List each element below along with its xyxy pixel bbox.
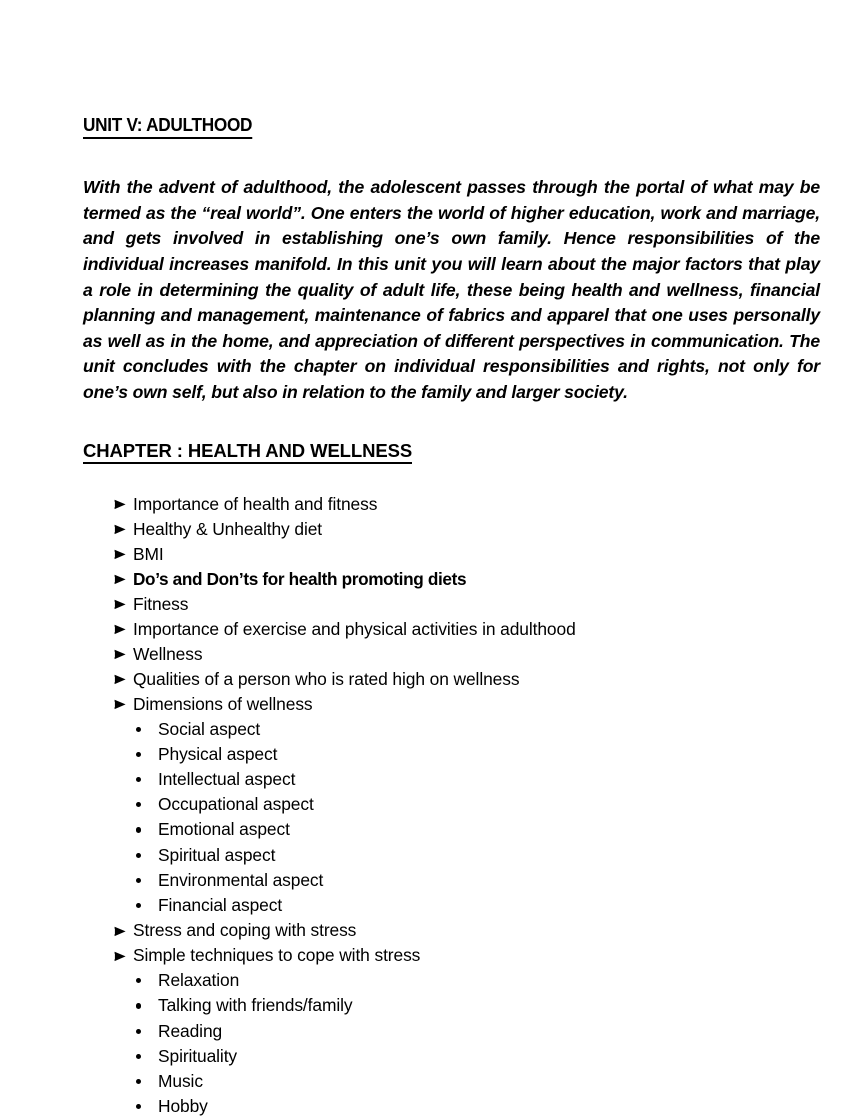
- outline-item-label: Physical aspect: [158, 743, 278, 764]
- arrowhead-bullet-icon: [114, 617, 130, 642]
- outline-item-label: Qualities of a person who is rated high on wellness: [133, 668, 520, 689]
- arrowhead-bullet-icon: [114, 943, 130, 968]
- bullet-dot: [136, 878, 141, 883]
- arrowhead-bullet-icon: [114, 918, 130, 943]
- outline-item-label: Emotional aspect: [158, 819, 290, 840]
- outline-item-primary: [83, 918, 820, 943]
- outline-item-label: Stress and coping with stress: [133, 920, 357, 941]
- outline-item-label: Fitness: [133, 593, 189, 614]
- bullet-dot: [136, 802, 141, 807]
- outline-item-secondary: [83, 1044, 820, 1069]
- round-bullet-icon: [136, 1094, 148, 1119]
- arrowhead-bullet-icon: [114, 592, 130, 617]
- outline-item-secondary: [83, 893, 820, 918]
- outline-item-label: Financial aspect: [158, 895, 283, 915]
- outline-item-secondary: [83, 717, 820, 742]
- round-bullet-icon: [136, 817, 148, 842]
- outline-item-secondary: [83, 993, 820, 1018]
- chapter-topic-outline: [83, 492, 820, 1119]
- round-bullet-icon: [136, 717, 148, 742]
- intro-paragraph: With the advent of adulthood, the adolescent passes through the portal of what may be termed as the “real world”. One enters the world of higher education, work and marriage, and gets involved in establishing one’s own family. Hence responsibilities of the individual increases manifold. In this unit you will learn about the major factors that play a role in determining the quality of adult life, these being health and wellness, financial planning and management, maintenance of fabrics and apparel that one uses personally as well as in the home, and appreciation of different perspectives in communication. The unit concludes with the chapter on individual responsibilities and rights, not only for one’s own self, but also in relation to the family and larger society.: [83, 177, 820, 402]
- round-bullet-icon: [136, 742, 148, 767]
- outline-item-label: Intellectual aspect: [158, 768, 296, 789]
- outline-item-primary: [83, 542, 820, 567]
- outline-item-secondary: [83, 767, 820, 792]
- outline-item-label: Simple techniques to cope with stress: [133, 945, 421, 966]
- outline-item-label: Relaxation: [158, 970, 240, 991]
- outline-item-primary: [83, 567, 820, 592]
- bullet-dot: [136, 853, 141, 858]
- outline-item-primary: [83, 492, 820, 517]
- arrowhead-bullet-icon: [114, 492, 130, 517]
- outline-item-secondary: [83, 792, 820, 817]
- outline-item-label: Spiritual aspect: [158, 844, 276, 865]
- outline-item-label: Reading: [158, 1020, 223, 1041]
- outline-item-secondary: [83, 1094, 820, 1119]
- outline-item-label: Healthy & Unhealthy diet: [133, 518, 323, 539]
- outline-item-secondary: [83, 1069, 820, 1094]
- round-bullet-icon: [136, 1069, 148, 1094]
- outline-item-primary: [83, 667, 820, 692]
- bullet-dot: [136, 1003, 141, 1008]
- round-bullet-icon: [136, 968, 148, 993]
- outline-item-secondary: [83, 817, 820, 842]
- chapter-heading-container: [83, 426, 820, 480]
- outline-item-label: Importance of health and fitness: [133, 493, 378, 514]
- outline-item-primary: [83, 617, 820, 642]
- round-bullet-icon: [136, 893, 148, 918]
- bullet-dot: [136, 1104, 141, 1109]
- bullet-dot: [136, 1079, 141, 1084]
- bullet-dot: [136, 752, 141, 757]
- outline-item-label: Do’s and Don’ts for health promoting diets: [133, 568, 467, 589]
- arrowhead-bullet-icon: [114, 667, 130, 692]
- chapter-heading: CHAPTER : HEALTH AND WELLNESS: [83, 441, 412, 464]
- outline-item-label: Music: [158, 1071, 203, 1092]
- outline-item-label: BMI: [133, 543, 164, 564]
- outline-item-primary: [83, 943, 820, 968]
- outline-item-label: Social aspect: [158, 718, 261, 739]
- outline-item-secondary: [83, 1019, 820, 1044]
- outline-item-label: Dimensions of wellness: [133, 693, 313, 714]
- round-bullet-icon: [136, 792, 148, 817]
- round-bullet-icon: [136, 1044, 148, 1069]
- bullet-dot: [136, 1029, 141, 1034]
- outline-item-label: Talking with friends/family: [158, 995, 353, 1016]
- outline-item-primary: [83, 592, 820, 617]
- outline-item-label: Wellness: [133, 643, 203, 664]
- outline-item-label: Occupational aspect: [158, 794, 314, 815]
- outline-item-primary: [83, 692, 820, 717]
- outline-item-primary: [83, 642, 820, 667]
- bullet-dot: [136, 727, 141, 732]
- outline-item-secondary: [83, 968, 820, 993]
- round-bullet-icon: [136, 767, 148, 792]
- bullet-dot: [136, 1054, 141, 1059]
- outline-item-secondary: [83, 742, 820, 767]
- round-bullet-icon: [136, 993, 148, 1018]
- arrowhead-bullet-icon: [114, 542, 130, 567]
- round-bullet-icon: [136, 1019, 148, 1044]
- arrowhead-bullet-icon: [114, 692, 130, 717]
- outline-item-primary: [83, 517, 820, 542]
- outline-item-secondary: [83, 868, 820, 893]
- round-bullet-icon: [136, 843, 148, 868]
- outline-item-label: Environmental aspect: [158, 869, 324, 890]
- bullet-dot: [136, 827, 141, 832]
- outline-item-label: Importance of exercise and physical activities in adulthood: [133, 618, 576, 639]
- unit-heading-container: [83, 103, 820, 151]
- round-bullet-icon: [136, 868, 148, 893]
- arrowhead-bullet-icon: [114, 567, 130, 592]
- bullet-dot: [136, 777, 141, 782]
- bullet-dot: [136, 903, 141, 908]
- unit-heading: UNIT V: ADULTHOOD: [83, 115, 252, 138]
- bullet-dot: [136, 978, 141, 983]
- arrowhead-bullet-icon: [114, 517, 130, 542]
- outline-item-label: Spirituality: [158, 1045, 238, 1066]
- outline-item-secondary: [83, 843, 820, 868]
- arrowhead-bullet-icon: [114, 642, 130, 667]
- outline-item-label: Hobby: [158, 1096, 208, 1117]
